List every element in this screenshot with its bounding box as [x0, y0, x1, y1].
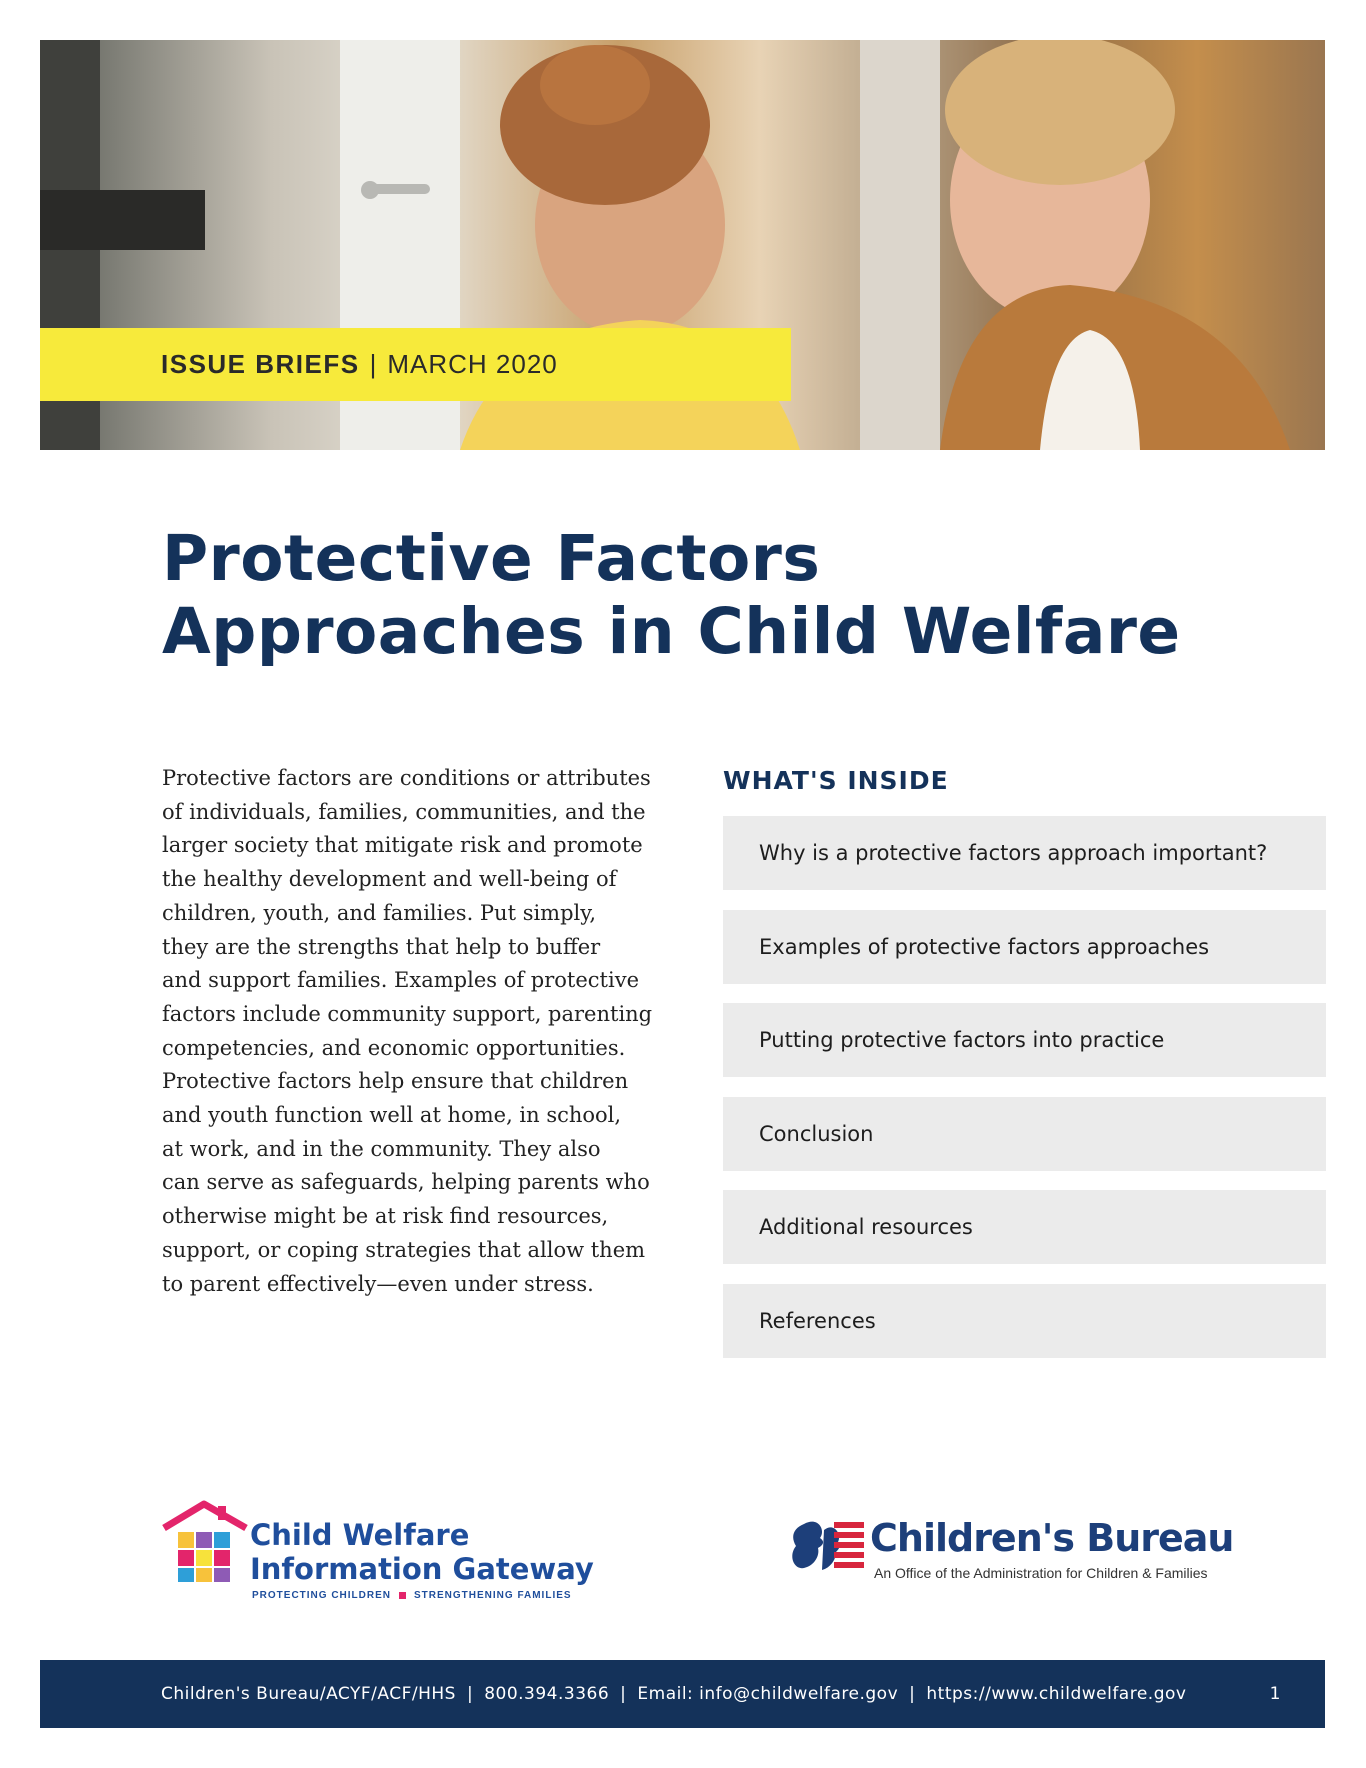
intro-line: to parent effectively—even under stress.: [162, 1271, 594, 1296]
series-label: ISSUE BRIEFS: [161, 349, 360, 379]
toc-link-examples[interactable]: Examples of protective factors approaches: [723, 910, 1326, 984]
cwig-tagline: [252, 1590, 572, 1601]
intro-line: at work, and in the community. They also: [162, 1136, 601, 1161]
footer-email[interactable]: Email: info@childwelfare.gov: [637, 1684, 899, 1704]
issue-date: MARCH 2020: [387, 349, 558, 379]
intro-line: the healthy development and well-being of: [162, 867, 617, 892]
profiles-flag-icon: [790, 1516, 866, 1580]
intro-line: support, or coping strategies that allow them: [162, 1237, 646, 1262]
cwig-tagline-left: PROTECTING CHILDREN: [252, 1590, 391, 1601]
whats-inside-heading: WHAT'S INSIDE: [723, 766, 949, 795]
toc-link-references[interactable]: References: [723, 1284, 1326, 1358]
toc-link-additional-resources[interactable]: Additional resources: [723, 1190, 1326, 1264]
childrens-bureau-subtitle: An Office of the Administration for Children & Families: [874, 1565, 1208, 1581]
page-number: 1: [1269, 1684, 1281, 1704]
childrens-bureau-name: Children's Bureau: [870, 1516, 1234, 1560]
footer-phone[interactable]: 800.394.3366: [484, 1684, 610, 1704]
footer-divider: |: [909, 1684, 916, 1704]
cwig-logo-line1: Child Welfare: [250, 1518, 470, 1552]
intro-line: factors include community support, parenting: [162, 1001, 653, 1026]
cwig-logo-line2: Information Gateway: [250, 1552, 594, 1586]
page-title: [162, 522, 1181, 668]
intro-line: can serve as safeguards, helping parents who: [162, 1170, 650, 1195]
intro-line: of individuals, families, communities, and the: [162, 799, 646, 824]
whats-inside-list: [723, 816, 1326, 1377]
footer-divider: |: [620, 1684, 627, 1704]
footer-url[interactable]: https://www.childwelfare.gov: [926, 1684, 1187, 1704]
intro-line: competencies, and economic opportunities.: [162, 1035, 626, 1060]
intro-paragraph: [162, 762, 662, 1301]
intro-line: larger society that mitigate risk and promote: [162, 833, 643, 858]
intro-line: Protective factors are conditions or attributes: [162, 766, 651, 790]
intro-line: children, youth, and families. Put simply,: [162, 900, 597, 925]
toc-link-why-important[interactable]: Why is a protective factors approach important?: [723, 816, 1326, 890]
intro-line: otherwise might be at risk find resources,: [162, 1204, 609, 1229]
intro-line: they are the strengths that help to buffer: [162, 934, 601, 959]
footer-org: Children's Bureau/ACYF/ACF/HHS: [161, 1684, 456, 1704]
childrens-bureau-logo: [790, 1512, 1234, 1592]
title-line-1: Protective Factors: [162, 522, 821, 595]
issue-brief-band: [40, 328, 791, 401]
intro-line: and support families. Examples of protective: [162, 968, 639, 993]
footer-bar: [40, 1660, 1325, 1728]
cwig-tagline-right: STRENGTHENING FAMILIES: [414, 1590, 572, 1601]
title-line-2: Approaches in Child Welfare: [162, 595, 1181, 668]
square-bullet-icon: [399, 1592, 406, 1599]
house-icon: [160, 1498, 250, 1588]
band-separator: |: [369, 349, 378, 379]
toc-link-conclusion[interactable]: Conclusion: [723, 1097, 1326, 1171]
intro-line: Protective factors help ensure that children: [162, 1069, 629, 1094]
intro-line: and youth function well at home, in school,: [162, 1103, 622, 1128]
cwig-logo: [160, 1498, 594, 1602]
toc-link-putting-into-practice[interactable]: Putting protective factors into practice: [723, 1003, 1326, 1077]
footer-divider: |: [466, 1684, 474, 1704]
